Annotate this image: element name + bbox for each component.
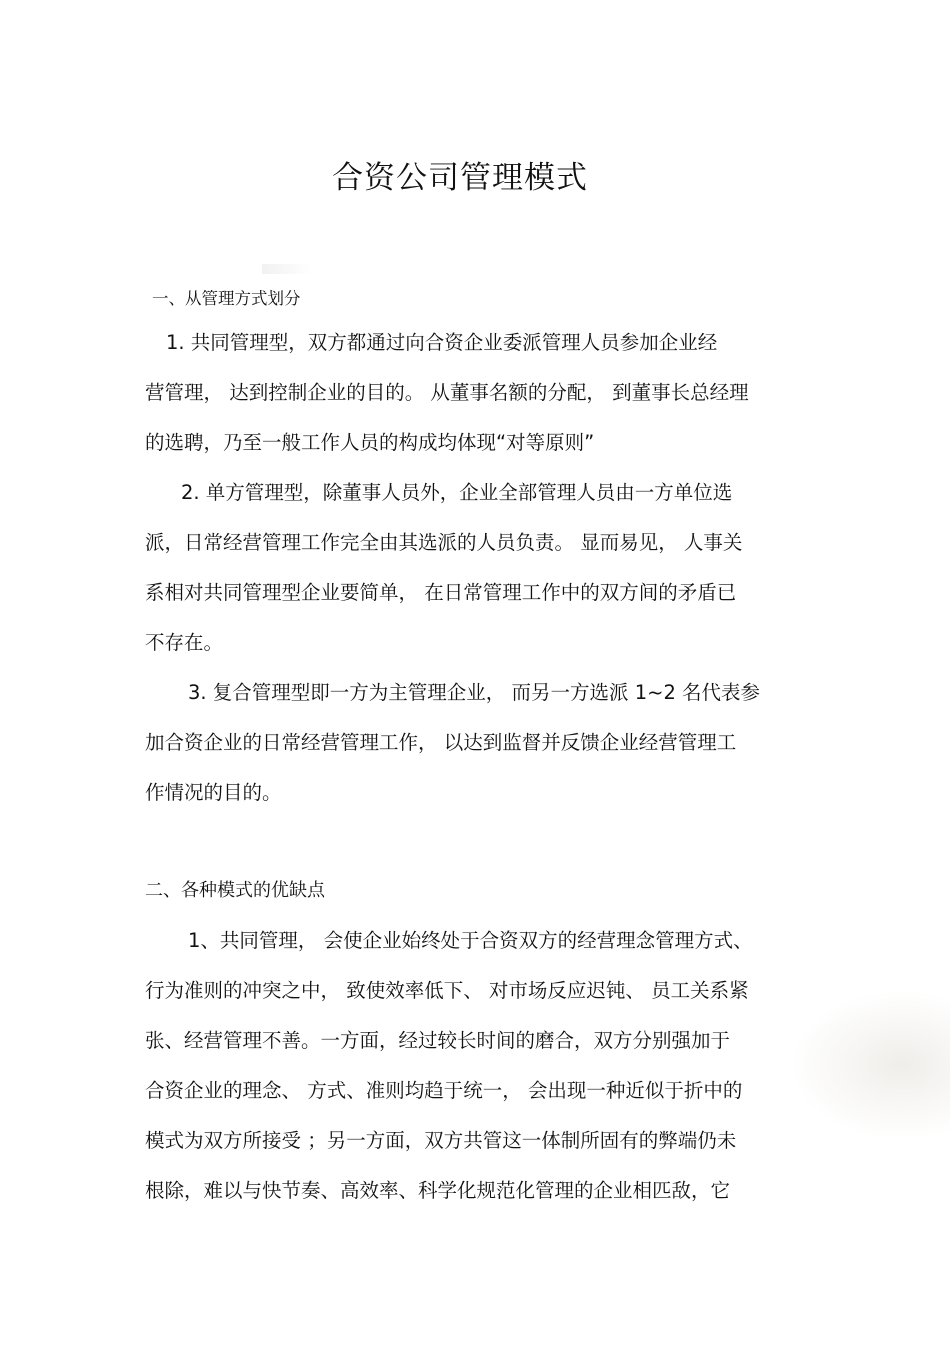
paragraph-line: 3. 复合管理型即一方为主管理企业， 而另一方选派 1~2 名代表参 — [188, 681, 761, 704]
paragraph-line: 2. 单方管理型，除董事人员外，企业全部管理人员由一方单位选 — [181, 481, 733, 504]
section-heading: 二、各种模式的优缺点 — [145, 880, 325, 901]
paragraph-line: 的选聘，乃至一般工作人员的构成均体现“对等原则” — [145, 431, 595, 454]
paragraph-line: 1、共同管理， 会使企业始终处于合资双方的经营理念管理方式、 — [188, 929, 753, 952]
paragraph-line: 派，日常经营管理工作完全由其选派的人员负责。 显而易见， 人事关 — [145, 531, 743, 554]
paragraph-line: 作情况的目的。 — [145, 781, 282, 804]
paragraph-line: 张、经营管理不善。一方面，经过较长时间的磨合，双方分别强加于 — [145, 1029, 731, 1052]
paragraph-line: 不存在。 — [145, 631, 224, 654]
document-title: 合资公司管理模式 — [332, 160, 588, 196]
faint-watermark-mark — [262, 264, 312, 274]
section-heading: 一、从管理方式划分 — [152, 289, 301, 308]
paragraph-line: 行为准则的冲突之中， 致使效率低下、 对市场反应迟钝、 员工关系紧 — [145, 979, 749, 1002]
paragraph-line: 根除，难以与快节奏、高效率、科学化规范化管理的企业相匹敌，它 — [145, 1179, 731, 1202]
paragraph-line: 营管理， 达到控制企业的目的。 从董事名额的分配， 到董事长总经理 — [145, 381, 749, 404]
paragraph-line: 1. 共同管理型，双方都通过向合资企业委派管理人员参加企业经 — [166, 331, 718, 354]
paragraph-line: 模式为双方所接受 ；另一方面，双方共管这一体制所固有的弊端仍未 — [145, 1129, 737, 1152]
paragraph-line: 加合资企业的日常经营管理工作， 以达到监督并反馈企业经营管理工 — [145, 731, 737, 754]
background-watermark — [790, 990, 950, 1140]
paragraph-line: 合资企业的理念、 方式、准则均趋于统一， 会出现一种近似于折中的 — [145, 1079, 743, 1102]
paragraph-line: 系相对共同管理型企业要简单， 在日常管理工作中的双方间的矛盾已 — [145, 581, 737, 604]
